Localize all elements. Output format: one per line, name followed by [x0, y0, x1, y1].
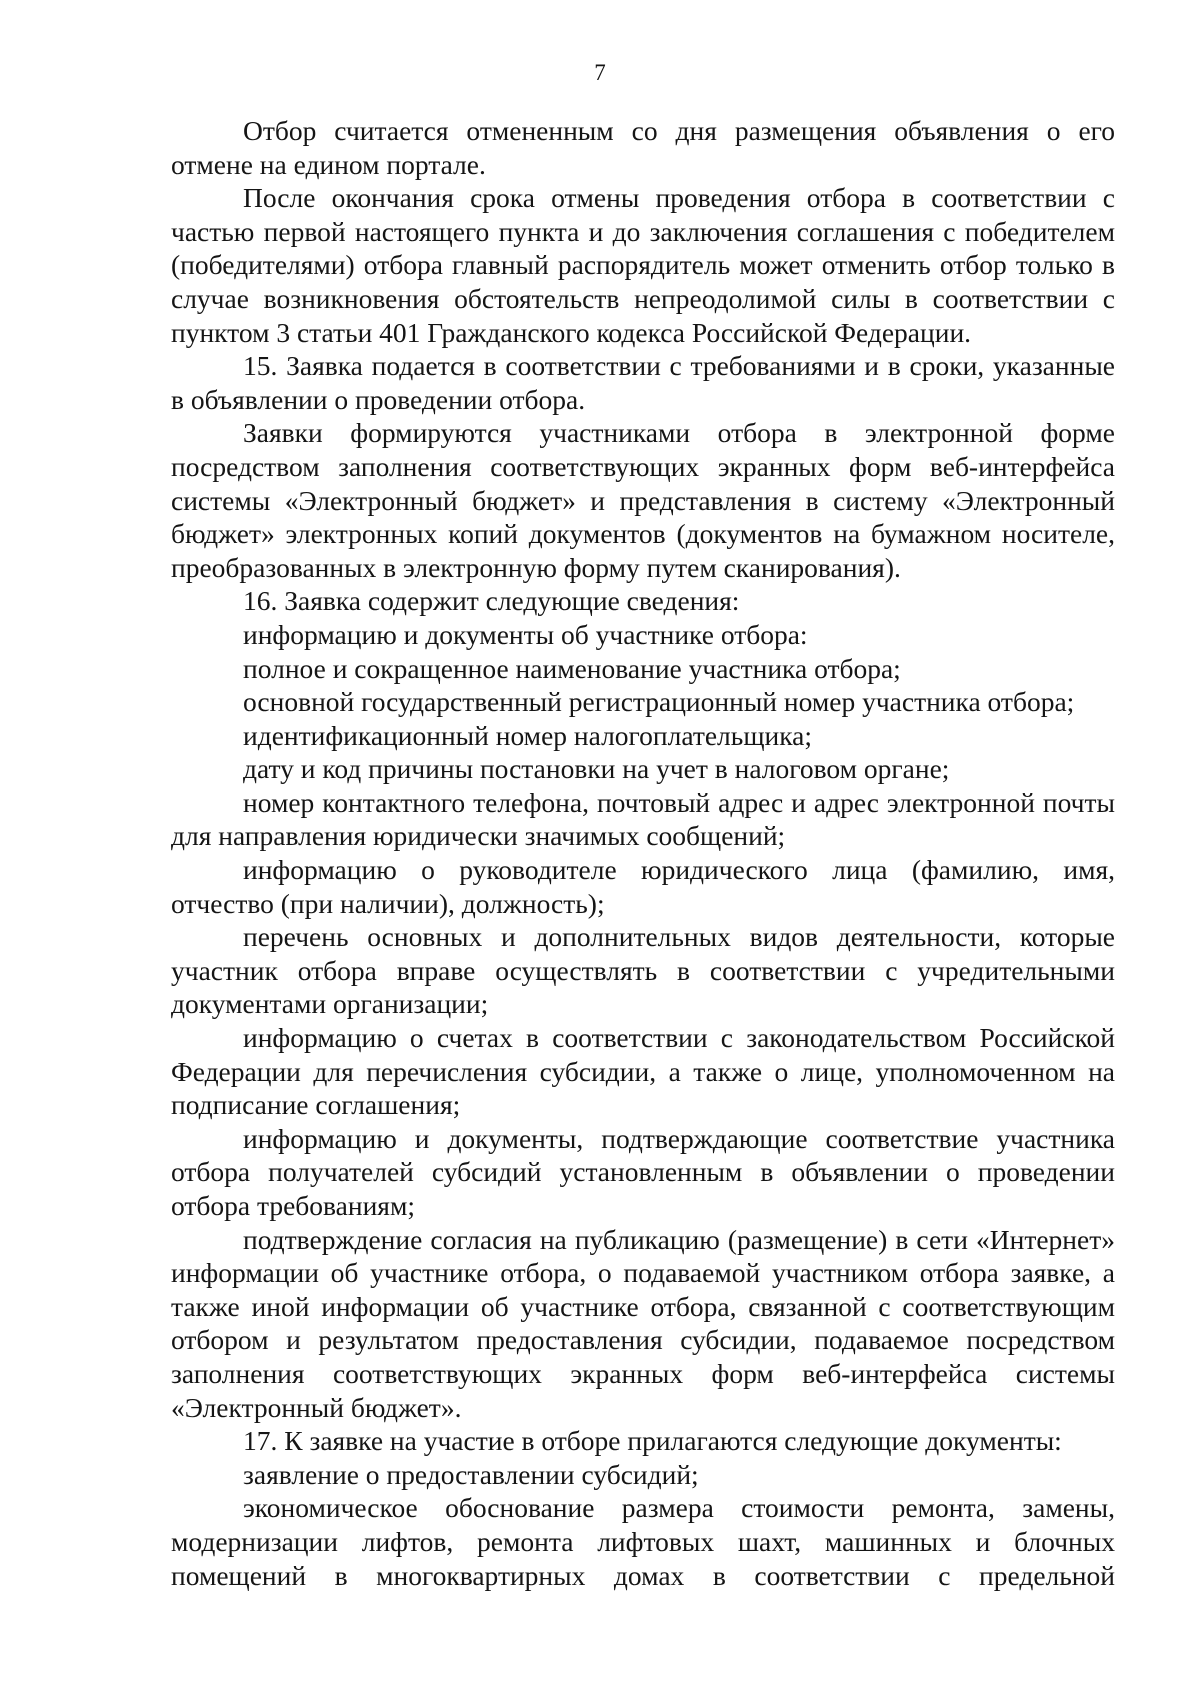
paragraph: После окончания срока отмены проведения отбора в соответствии с частью первой настоящего пункта и до заключения соглашения с победителем (победителями) отбора главный распорядитель может отменить отбор только в случае возникновения обстоятельств непреодолимой силы в соответствии с пунктом 3 статьи 401 Гражданского кодекса Российской Федерации.: [171, 182, 1115, 348]
paragraph: дату и код причины постановки на учет в налоговом органе;: [243, 753, 950, 785]
paragraph: экономическое обоснование размера стоимости ремонта, замены, модернизации лифтов, ремонта лифтовых шахт, машинных и блочных помещений в многоквартирных домах в соответствии с предельной: [171, 1492, 1115, 1591]
paragraph: информацию о руководителе юридического лица (фамилию, имя, отчество (при наличии), должность);: [171, 854, 1115, 919]
paragraph: перечень основных и дополнительных видов деятельности, которые участник отбора вправе осуществлять в соответствии с учредительными документами организации;: [171, 921, 1115, 1020]
paragraph: идентификационный номер налогоплательщика;: [243, 719, 813, 751]
paragraph: основной государственный регистрационный номер участника отбора;: [243, 686, 1075, 718]
paragraph: полное и сокращенное наименование участника отбора;: [243, 652, 901, 684]
paragraph: информацию и документы об участнике отбора:: [243, 618, 808, 650]
document-body: [171, 114, 1115, 1592]
paragraph: 15. Заявка подается в соответствии с требованиями и в сроки, указанные в объявлении о проведении отбора.: [171, 350, 1115, 415]
paragraph: информацию о счетах в соответствии с законодательством Российской Федерации для перечисления субсидии, а также о лице, уполномоченном на подписание соглашения;: [171, 1022, 1115, 1121]
paragraph: Заявки формируются участниками отбора в электронной форме посредством заполнения соответствующих экранных форм веб-интерфейса системы «Электронный бюджет» и представления в систему «Электронный бюджет» электронных копий документов (документов на бумажном носителе, преобразованных в электронную форму путем сканирования).: [171, 417, 1115, 583]
paragraph: информацию и документы, подтверждающие соответствие участника отбора получателей субсидий установленным в объявлении о проведении отбора требованиям;: [171, 1122, 1115, 1221]
paragraph: Отбор считается отмененным со дня размещения объявления о его отмене на едином портале.: [171, 115, 1115, 180]
paragraph: подтверждение согласия на публикацию (размещение) в сети «Интернет» информации об участнике отбора, о подаваемой участником отбора заявке, а также иной информации об участнике отбора, связанной с соответствующим отбором и результатом предоставления субсидии, подаваемое посредством заполнения соответствующих экранных форм веб-интерфейса системы «Электронный бюджет».: [171, 1223, 1115, 1423]
paragraph: заявление о предоставлении субсидий;: [243, 1458, 699, 1490]
paragraph: 16. Заявка содержит следующие сведения:: [243, 585, 740, 617]
page-number: 7: [594, 60, 606, 85]
paragraph: номер контактного телефона, почтовый адрес и адрес электронной почты для направления юридически значимых сообщений;: [171, 786, 1115, 852]
paragraph: 17. К заявке на участие в отборе прилагаются следующие документы:: [243, 1425, 1062, 1457]
